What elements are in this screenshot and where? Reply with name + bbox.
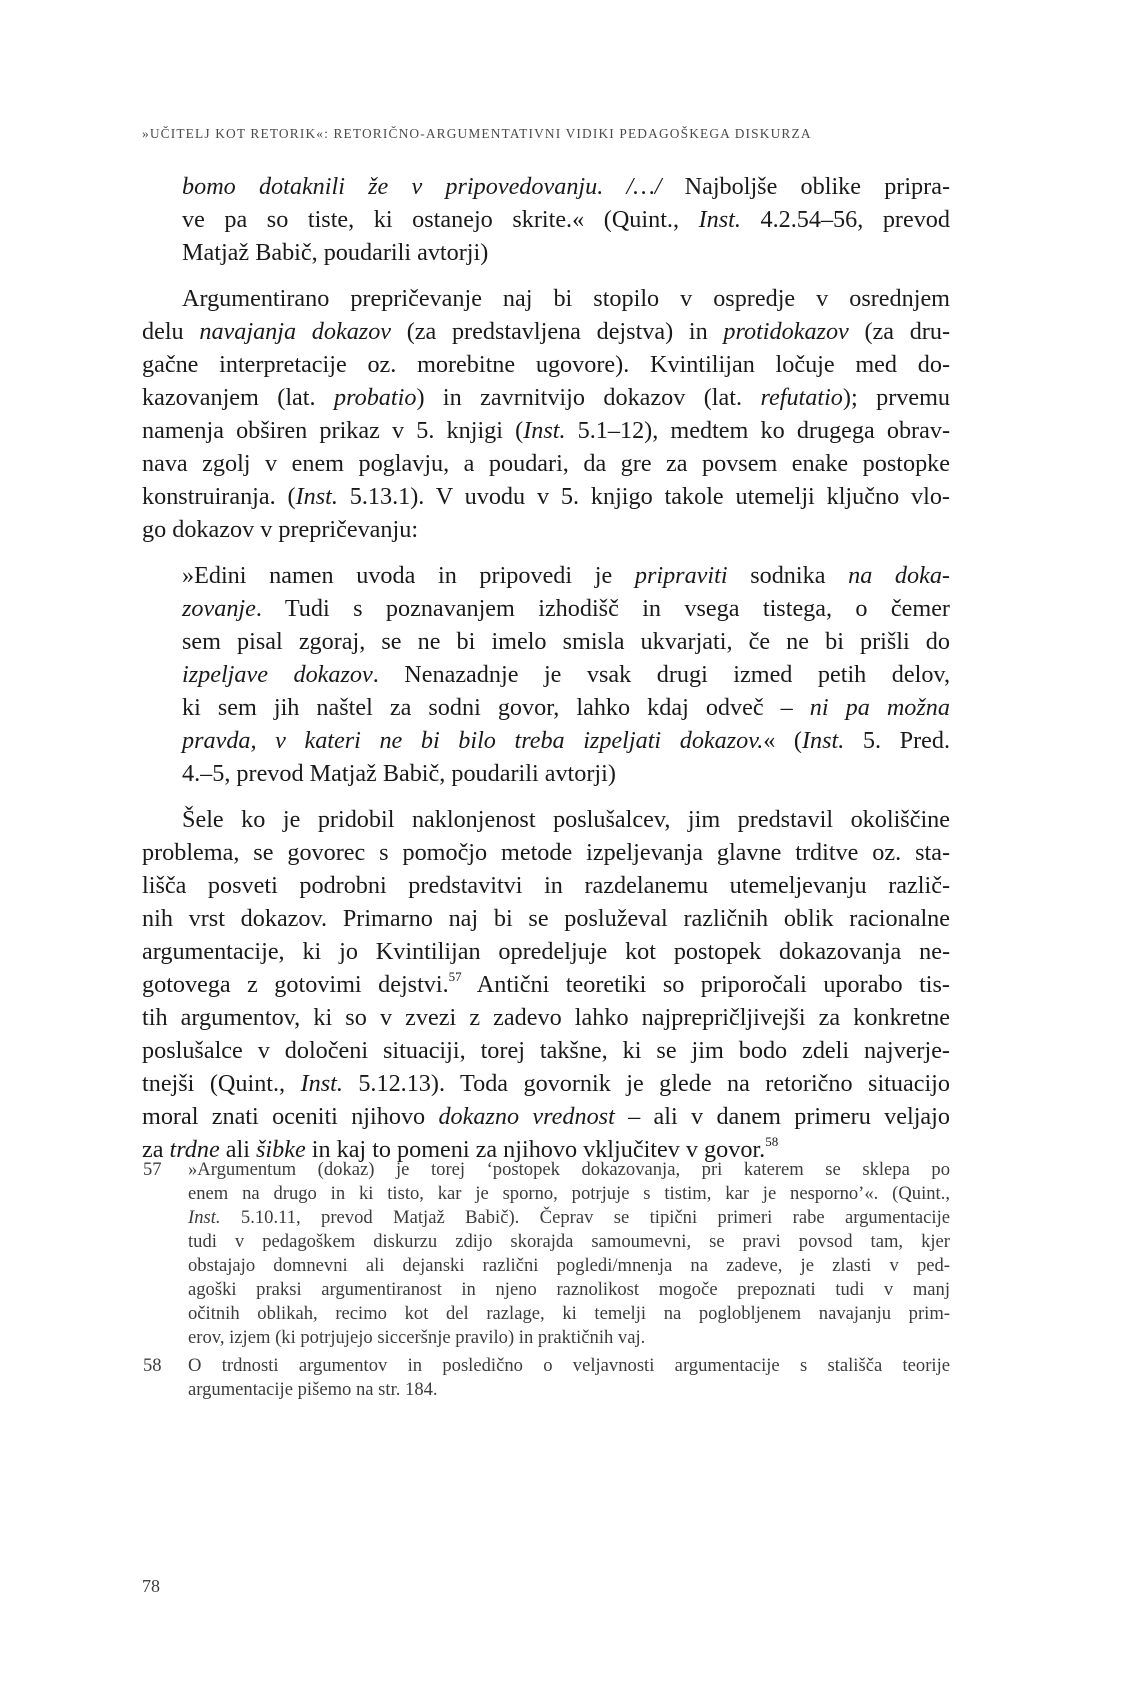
footnote-line xyxy=(188,1206,950,1230)
text-run: poslušalce v določeni situaciji, torej takšne, ki se jim bodo zdeli najverje- xyxy=(142,1037,950,1064)
italic-run: Inst. xyxy=(300,1070,343,1097)
text-run: gotovega z gotovimi dejstvi. xyxy=(142,971,449,998)
text-run: agoški praksi argumentiranost in njeno raznolikost mogoče prepoznati tudi v manj xyxy=(188,1279,950,1300)
footnote-line xyxy=(188,1230,950,1254)
text-run: – ali v danem primeru veljajo xyxy=(614,1103,950,1130)
text-line xyxy=(142,382,950,414)
italic-run: Inst. xyxy=(295,483,338,510)
text-line xyxy=(182,659,950,691)
text-line xyxy=(142,903,950,935)
text-line xyxy=(142,1002,950,1034)
text-line xyxy=(182,758,616,790)
text-run: Matjaž Babič, poudarili avtorji) xyxy=(182,239,489,266)
text-run: ) in zavrnitvijo dokazov (lat. xyxy=(416,384,761,411)
text-run: obstajajo domnevni ali dejanski različni pogledi/mnenja na zadeve, je zlasti v ped- xyxy=(188,1255,950,1276)
text-line xyxy=(182,804,950,836)
text-run: očitnih oblikah, recimo kot del razlage, ki temelji na poglobljenem navajanju prim- xyxy=(188,1303,950,1324)
italic-run: zovanje xyxy=(182,595,256,622)
page-number: 78 xyxy=(142,1576,160,1596)
text-run: 4.2.54–56, prevod xyxy=(740,206,950,233)
text-line xyxy=(182,560,950,592)
text-line xyxy=(142,349,950,381)
text-line xyxy=(142,1068,950,1100)
footnote-line xyxy=(188,1158,950,1182)
footnote-number: 57 xyxy=(143,1159,162,1180)
footnote-reference[interactable]: 57 xyxy=(448,968,462,984)
text-run: za xyxy=(142,1136,170,1163)
italic-run: ni pa možna xyxy=(809,694,950,721)
footnote-line xyxy=(188,1302,950,1326)
italic-run: Inst. xyxy=(801,727,845,754)
text-run: go dokazov v prepričevanju: xyxy=(142,516,419,543)
text-run: 4.–5, prevod Matjaž Babič, poudarili avtorji) xyxy=(182,760,616,787)
italic-run: dokazno vrednost xyxy=(438,1103,615,1130)
italic-run: pravda, v kateri ne bi bilo treba izpeljati dokazov. xyxy=(182,727,764,754)
text-line xyxy=(182,204,950,236)
italic-run: trdne xyxy=(169,1136,220,1163)
text-line xyxy=(142,448,950,480)
italic-run: Inst. xyxy=(188,1207,221,1228)
text-run: nava zgolj v enem poglavju, a poudari, da gre za povsem enake postopke xyxy=(142,450,950,477)
text-run: 5.10.11, prevod Matjaž Babič). Čeprav se tipični primeri rabe argumentacije xyxy=(220,1207,950,1228)
text-run: O trdnosti argumentov in posledično o veljavnosti argumentacije s stališča teorije xyxy=(188,1355,950,1376)
text-run: ve pa so tiste, ki ostanejo skrite.« (Quint., xyxy=(182,206,699,233)
footnote-reference[interactable]: 58 xyxy=(765,1133,779,1149)
italic-run: navajanja dokazov xyxy=(199,318,392,345)
text-line xyxy=(142,415,950,447)
footnote-line xyxy=(188,1326,645,1350)
text-run: argumentacije pišemo na str. 184. xyxy=(188,1379,438,1400)
text-run: moral znati oceniti njihovo xyxy=(142,1103,439,1130)
text-run: (za dru- xyxy=(848,318,950,345)
text-run: 5.13.1). V uvodu v 5. knjigo takole utemelji ključno vlo- xyxy=(337,483,950,510)
text-line xyxy=(142,1101,950,1133)
italic-run: probatio xyxy=(334,384,417,411)
italic-run: na doka- xyxy=(848,562,950,589)
text-run: gačne interpretacije oz. morebitne ugovore). Kvintilijan ločuje med do- xyxy=(142,351,950,378)
text-run: tnejši (Quint., xyxy=(142,1070,301,1097)
footnote-line xyxy=(188,1378,438,1402)
text-line xyxy=(142,969,950,1001)
text-line xyxy=(182,725,950,757)
text-line xyxy=(142,870,950,902)
text-run: Šele ko je pridobil naklonjenost poslušalcev, jim predstavil okoliščine xyxy=(182,806,950,833)
footnote-line xyxy=(188,1182,950,1206)
text-line xyxy=(182,692,950,724)
text-run: problema, se govorec s pomočjo metode izpeljevanja glavne trditve oz. sta- xyxy=(142,839,950,866)
text-run: sodnika xyxy=(727,562,849,589)
text-run: kazovanjem (lat. xyxy=(142,384,334,411)
text-run: in kaj to pomeni za njihovo vključitev v govor. xyxy=(305,1136,766,1163)
text-run: Antični teoretiki so priporočali uporabo tis- xyxy=(461,971,950,998)
text-run: »Edini namen uvoda in pripovedi je xyxy=(182,562,635,589)
running-header: »UČITELJ KOT RETORIK«: RETORIČNO-ARGUMENTATIVNI VIDIKI PEDAGOŠKEGA DISKURZA xyxy=(142,126,812,141)
text-run: 5. Pred. xyxy=(844,727,950,754)
italic-run: Inst. xyxy=(523,417,566,444)
text-run: (za predstavljena dejstva) in xyxy=(391,318,724,345)
italic-run: refutatio xyxy=(760,384,843,411)
text-line xyxy=(182,626,950,658)
text-run: tudi v pedagoškem diskurzu zdijo skorajda samoumevni, se pravi povsod tam, kjer xyxy=(188,1231,950,1252)
text-run: ); prvemu xyxy=(842,384,950,411)
footnote-number: 58 xyxy=(143,1355,162,1376)
footnote-line xyxy=(188,1254,950,1278)
text-run: namenja obširen prikaz v 5. knjigi ( xyxy=(142,417,524,444)
text-line xyxy=(142,1035,950,1067)
italic-run: izpeljave dokazov xyxy=(182,661,373,688)
text-line xyxy=(182,593,950,625)
text-run: ali xyxy=(219,1136,256,1163)
text-line xyxy=(142,837,950,869)
text-run: »Argumentum (dokaz) je torej ‘postopek dokazovanja, pri katerem se sklepa po xyxy=(188,1159,950,1180)
text-run: . Tudi s poznavanjem izhodišč in vsega tistega, o čemer xyxy=(255,595,950,622)
text-run: . Nenazadnje je vsak drugi izmed petih delov, xyxy=(372,661,950,688)
text-run: erov, izjem (ki potrjujejo sicceršnje pravilo) in praktičnih vaj. xyxy=(188,1327,646,1348)
text-line xyxy=(182,237,488,269)
text-run: lišča posveti podrobni predstavitvi in razdelanemu utemeljevanju različ- xyxy=(142,872,950,899)
text-line xyxy=(182,283,950,315)
text-run: tih argumentov, ki so v zvezi z zadevo lahko najprepričljivejši za konkretne xyxy=(142,1004,950,1031)
text-line xyxy=(142,481,950,513)
text-run: nih vrst dokazov. Primarno naj bi se posluževal različnih oblik racionalne xyxy=(142,905,950,932)
text-run: 5.1–12), medtem ko drugega obrav- xyxy=(565,417,950,444)
text-line xyxy=(142,936,950,968)
text-run: « ( xyxy=(763,727,802,754)
footnote-line xyxy=(188,1354,950,1378)
text-line xyxy=(182,171,950,203)
text-run: enem na drugo in ki tisto, kar je sporno, potrjuje s tistim, kar je nesporno’«. (Quint., xyxy=(188,1183,950,1204)
italic-run: Inst. xyxy=(698,206,741,233)
text-run: ki sem jih naštel za sodni govor, lahko kdaj odveč – xyxy=(182,694,810,721)
text-run: Najboljše oblike pripra- xyxy=(661,173,950,200)
italic-run: pripraviti xyxy=(634,562,728,589)
text-run: 5.12.13). Toda govornik je glede na retorično situacijo xyxy=(342,1070,950,1097)
text-run: sem pisal zgoraj, se ne bi imelo smisla ukvarjati, če ne bi prišli do xyxy=(182,628,950,655)
text-line xyxy=(142,514,418,546)
italic-run: šibke xyxy=(255,1136,306,1163)
italic-run: bomo dotaknili že v pripovedovanju. /…/ xyxy=(182,173,662,200)
text-line xyxy=(142,316,950,348)
text-run: argumentacije, ki jo Kvintilijan opredeljuje kot postopek dokazovanja ne- xyxy=(142,938,950,965)
footnote-line xyxy=(188,1278,950,1302)
italic-run: protidokazov xyxy=(723,318,849,345)
text-run: konstruiranja. ( xyxy=(142,483,296,510)
text-run: Argumentirano prepričevanje naj bi stopilo v ospredje v osrednjem xyxy=(182,285,950,312)
text-run: delu xyxy=(142,318,200,345)
